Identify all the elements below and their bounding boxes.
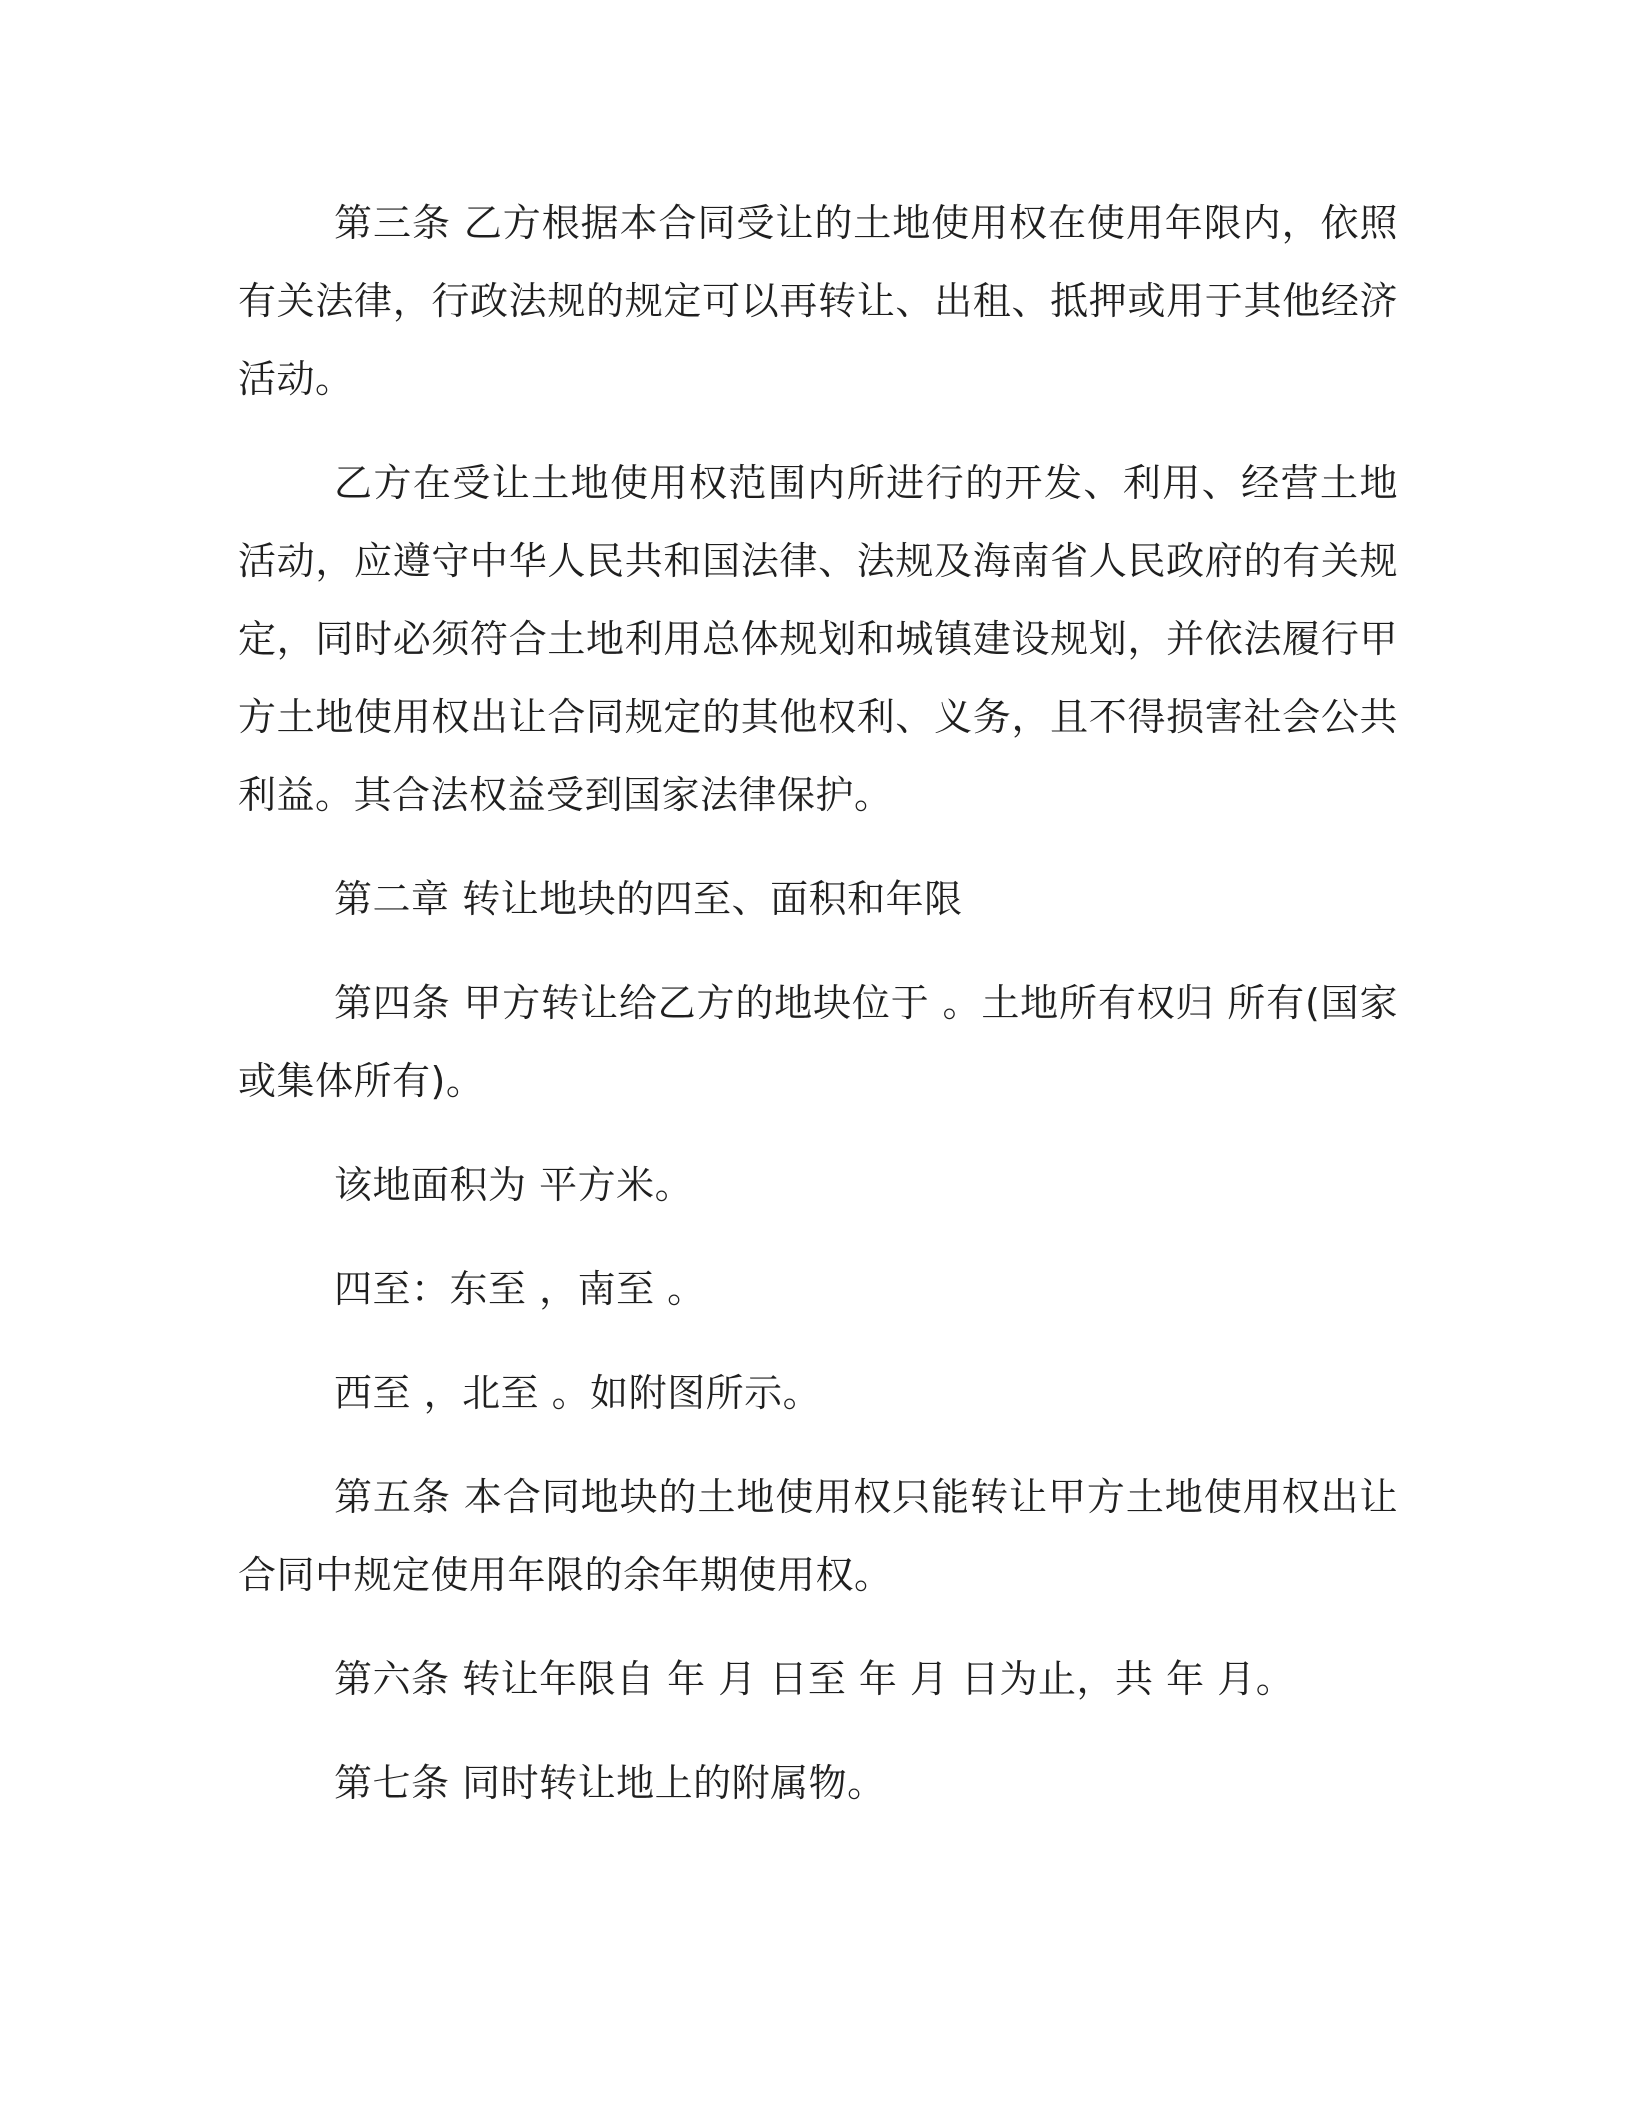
paragraph-area: 该地面积为 平方米。 (334, 1163, 694, 1207)
paragraph-article-3: 第三条 乙方根据本合同受让的土地使用权在使用年限内，依照有关法律，行政法规的规定可以再转让、出租、抵押或用于其他经济活动。 (238, 201, 1398, 401)
chapter-2-heading: 第二章 转让地块的四至、面积和年限 (334, 877, 963, 921)
paragraph-boundaries-east-south: 四至：东至 ，南至 。 (334, 1267, 706, 1311)
paragraph-land-use-obligations: 乙方在受让土地使用权范围内所进行的开发、利用、经营土地活动，应遵守中华人民共和国法律、法规及海南省人民政府的有关规定，同时必须符合土地利用总体规划和城镇建设规划，并依法履行甲方土地使用权出让合同规定的其他权利、义务，且不得损害社会公共利益。其合法权益受到国家法律保护。 (238, 461, 1398, 817)
paragraph-article-4: 第四条 甲方转让给乙方的地块位于 。土地所有权归 所有(国家或集体所有)。 (238, 981, 1398, 1103)
paragraph-article-6: 第六条 转让年限自 年 月 日至 年 月 日为止，共 年 月。 (334, 1657, 1295, 1701)
document-body (238, 184, 1398, 1848)
paragraph-article-5: 第五条 本合同地块的土地使用权只能转让甲方土地使用权出让合同中规定使用年限的余年期使用权。 (238, 1475, 1398, 1597)
paragraph-boundaries-west-north: 西至 ，北至 。如附图所示。 (334, 1371, 822, 1415)
paragraph-article-7: 第七条 同时转让地上的附属物。 (334, 1761, 886, 1805)
